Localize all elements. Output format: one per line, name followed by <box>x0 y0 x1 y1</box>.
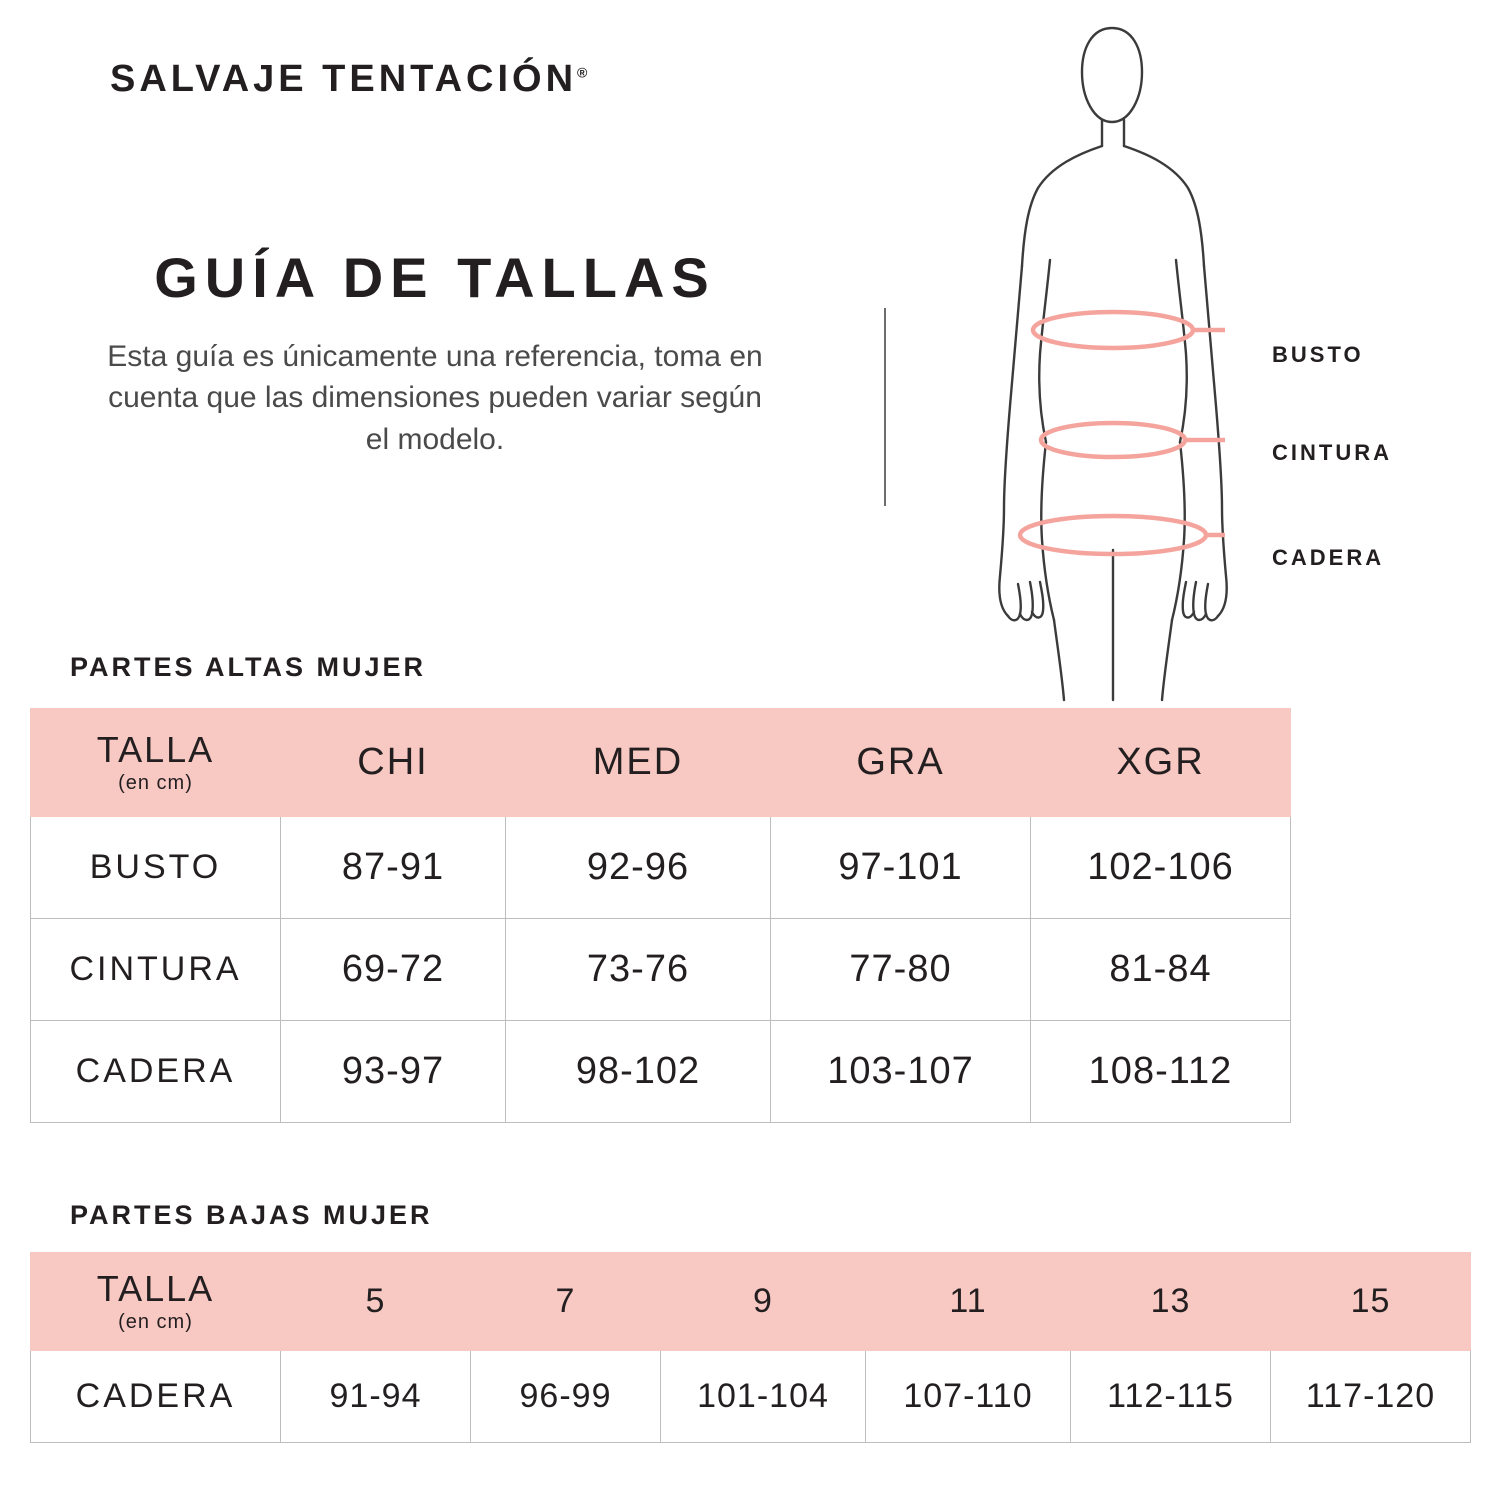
header-col-med: MED <box>506 709 771 817</box>
cell-cadera-xgr: 108-112 <box>1031 1021 1291 1123</box>
cell-cintura-xgr: 81-84 <box>1031 919 1291 1021</box>
table-row <box>31 1351 1471 1443</box>
header-talla <box>31 1253 281 1351</box>
header-col-7: 7 <box>471 1253 661 1351</box>
header-col-gra: GRA <box>771 709 1031 817</box>
cell-cintura-chi: 69-72 <box>281 919 506 1021</box>
header-col-xgr: XGR <box>1031 709 1291 817</box>
label-cadera: CADERA <box>1272 545 1385 570</box>
row-label-cintura: CINTURA <box>31 919 281 1021</box>
label-busto: BUSTO <box>1272 342 1364 367</box>
cell-cadera-5: 91-94 <box>281 1351 471 1443</box>
cintura-band <box>1041 423 1185 457</box>
header-col-chi: CHI <box>281 709 506 817</box>
cell-cadera-7: 96-99 <box>471 1351 661 1443</box>
cell-busto-chi: 87-91 <box>281 817 506 919</box>
vertical-divider <box>884 308 886 506</box>
header-col-9: 9 <box>661 1253 866 1351</box>
cell-cintura-gra: 77-80 <box>771 919 1031 1021</box>
cell-cadera-11: 107-110 <box>866 1351 1071 1443</box>
label-cintura: CINTURA <box>1272 440 1392 465</box>
page-title: GUÍA DE TALLAS <box>154 246 716 309</box>
cell-cadera-gra: 103-107 <box>771 1021 1031 1123</box>
body-figure-illustration <box>960 10 1320 710</box>
header-talla-label: TALLA <box>96 1268 215 1310</box>
table-row <box>31 1021 1291 1123</box>
intro-block <box>60 245 810 460</box>
row-label-busto: BUSTO <box>31 817 281 919</box>
cell-cadera-9: 101-104 <box>661 1351 866 1443</box>
header-col-15: 15 <box>1271 1253 1471 1351</box>
cell-cadera-13: 112-115 <box>1071 1351 1271 1443</box>
cell-cintura-med: 73-76 <box>506 919 771 1021</box>
header-talla-unit: (en cm) <box>118 771 193 794</box>
header-talla-unit: (en cm) <box>118 1310 193 1333</box>
cell-busto-xgr: 102-106 <box>1031 817 1291 919</box>
intro-description: Esta guía es únicamente una referencia, toma en cuenta que las dimensiones pueden variar según el modelo. <box>107 340 763 456</box>
brand-name: SALVAJE TENTACIÓN <box>110 58 578 100</box>
cell-cadera-med: 98-102 <box>506 1021 771 1123</box>
section-title-lower: PARTES BAJAS MUJER <box>70 1200 433 1230</box>
cadera-band <box>1020 516 1206 554</box>
section-title-upper: PARTES ALTAS MUJER <box>70 652 427 682</box>
row-label-cadera: CADERA <box>31 1351 281 1443</box>
row-label-cadera: CADERA <box>31 1021 281 1123</box>
header-col-13: 13 <box>1071 1253 1271 1351</box>
busto-band <box>1033 312 1193 348</box>
size-table-lower <box>30 1252 1471 1443</box>
brand-logo <box>110 58 587 101</box>
size-table-upper <box>30 708 1291 1123</box>
header-col-5: 5 <box>281 1253 471 1351</box>
header-col-11: 11 <box>866 1253 1071 1351</box>
table-header-row <box>31 709 1291 817</box>
cell-cadera-chi: 93-97 <box>281 1021 506 1123</box>
table-header-row <box>31 1253 1471 1351</box>
trademark-symbol: ® <box>577 64 588 81</box>
header-talla <box>31 709 281 817</box>
cell-cadera-15: 117-120 <box>1271 1351 1471 1443</box>
cell-busto-gra: 97-101 <box>771 817 1031 919</box>
table-row <box>31 817 1291 919</box>
cell-busto-med: 92-96 <box>506 817 771 919</box>
table-row <box>31 919 1291 1021</box>
header-talla-label: TALLA <box>96 729 215 771</box>
